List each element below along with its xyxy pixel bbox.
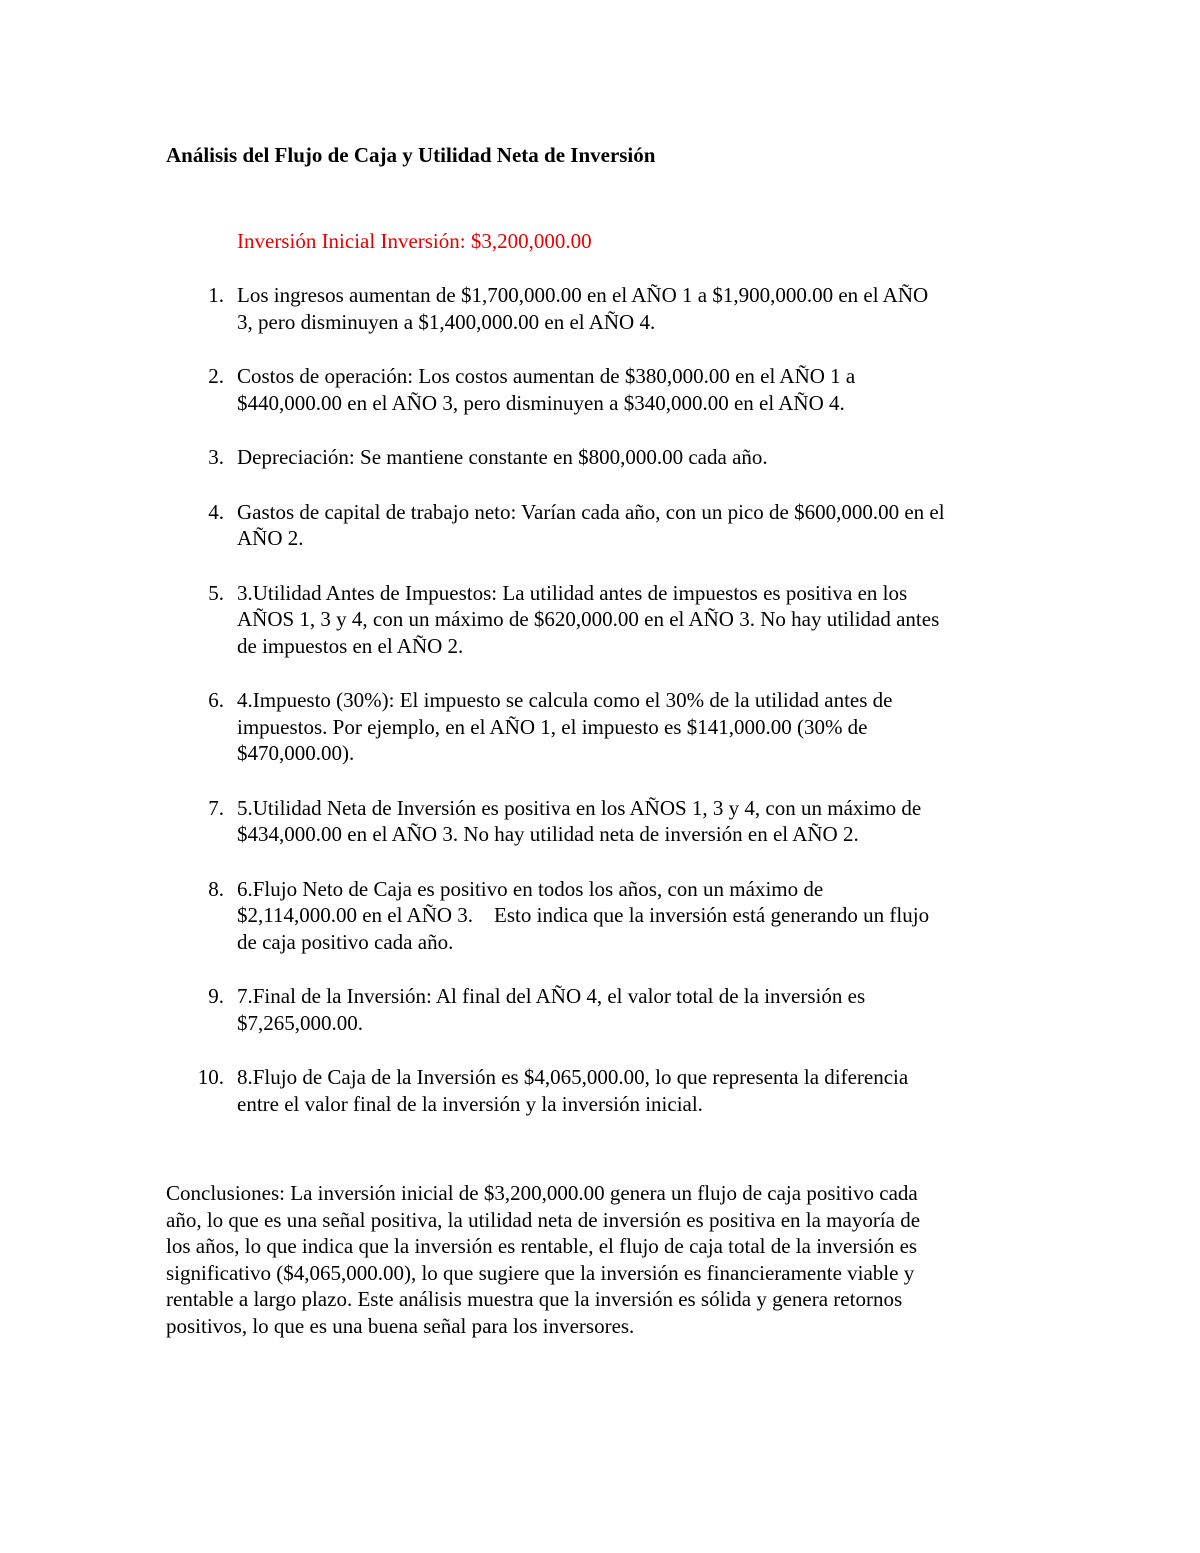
list-item-number: 1. [208, 283, 224, 307]
text-line: Los ingresos aumentan de $1,700,000.00 en el AÑO 1 a $1,900,000.00 en el AÑO [237, 283, 929, 307]
text-line: entre el valor final de la inversión y la inversión inicial. [237, 1091, 703, 1116]
list-item [0, 983, 1200, 1036]
text-line: 4.Impuesto (30%): El impuesto se calcula como el 30% de la utilidad antes de [237, 688, 893, 712]
text-line: $470,000.00). [237, 741, 355, 765]
text-line: 7.Final de la Inversión: Al final del AÑO 4, el valor total de la inversión es [237, 984, 866, 1008]
list-item-text [237, 499, 1037, 552]
list-item-text [237, 876, 1037, 956]
text-line: 8.Flujo de Caja de la Inversión es $4,065,000.00, lo que representa la diferencia [237, 1065, 909, 1089]
list-item-number: 3. [208, 445, 224, 469]
list-item-text [237, 687, 1037, 767]
text-line: AÑO 2. [237, 526, 304, 550]
text-line: Conclusiones: La inversión inicial de $3,200,000.00 genera un flujo de caja positivo cada [166, 1181, 918, 1205]
text-line: AÑOS 1, 3 y 4, con un máximo de $620,000.00 en el AÑO 3. No hay utilidad antes [237, 607, 940, 631]
text-line: impuestos. Por ejemplo, en el AÑO 1, el impuesto es $141,000.00 (30% de [237, 714, 868, 739]
analysis-list [0, 282, 1200, 1145]
text-line: $7,265,000.00. [237, 1010, 363, 1035]
text-line: Costos de operación: Los costos aumentan de $380,000.00 en el AÑO 1 a [237, 364, 856, 388]
text-line: $2,114,000.00 en el AÑO 3. Esto indica que la inversión está generando un flujo [237, 903, 930, 927]
conclusions-paragraph [166, 1180, 1046, 1339]
list-item-number: 10. [197, 1065, 224, 1089]
list-item [0, 444, 1200, 471]
list-item [0, 499, 1200, 552]
list-item [0, 687, 1200, 767]
list-item-number: 4. [208, 499, 224, 524]
list-item [0, 876, 1200, 956]
text-line: 3.Utilidad Antes de Impuestos: La utilidad antes de impuestos es positiva en los [237, 580, 908, 605]
list-item [0, 580, 1200, 660]
text-line: Depreciación: Se mantiene constante en $800,000.00 cada año. [237, 445, 768, 469]
text-line: significativo ($4,065,000.00), lo que sugiere que la inversión es financieramente viable y [166, 1260, 915, 1285]
list-item [0, 1064, 1200, 1117]
list-item-number: 6. [208, 688, 224, 712]
text-line: $434,000.00 en el AÑO 3. No hay utilidad neta de inversión en el AÑO 2. [237, 822, 859, 846]
list-item-text [237, 1064, 1037, 1117]
list-item-number: 7. [208, 795, 224, 820]
text-line: positivos, lo que es una buena señal para los inversores. [166, 1313, 635, 1338]
list-item-text [237, 983, 1037, 1036]
text-line: año, lo que es una señal positiva, la utilidad neta de inversión es positiva en la mayoría de [166, 1207, 921, 1232]
list-item [0, 282, 1200, 335]
list-item-text [237, 363, 1037, 416]
text-line: de impuestos en el AÑO 2. [237, 633, 464, 658]
text-line: rentable a largo plazo. Este análisis muestra que la inversión es sólida y genera retornos [166, 1287, 903, 1311]
list-item-text [237, 795, 1037, 848]
text-line: de caja positivo cada año. [237, 929, 454, 954]
list-item [0, 363, 1200, 416]
list-item-text [237, 580, 1037, 660]
list-item-number: 5. [208, 580, 224, 605]
text-line: 3, pero disminuyen a $1,400,000.00 en el AÑO 4. [237, 309, 656, 334]
list-item-number: 2. [208, 364, 224, 388]
text-line: los años, lo que indica que la inversión es rentable, el flujo de caja total de la inversión es [166, 1234, 918, 1258]
text-line: Gastos de capital de trabajo neto: Varían cada año, con un pico de $600,000.00 en el [237, 499, 945, 524]
list-item-number: 9. [208, 984, 224, 1008]
text-line: 5.Utilidad Neta de Inversión es positiva en los AÑOS 1, 3 y 4, con un máximo de [237, 795, 922, 820]
list-item-number: 8. [208, 876, 224, 901]
list-item-text [237, 282, 1037, 335]
document-title: Análisis del Flujo de Caja y Utilidad Neta de Inversión [166, 143, 656, 167]
list-item-text [237, 444, 1037, 471]
initial-investment-line: Inversión Inicial Inversión: $3,200,000.00 [237, 229, 592, 253]
text-line: 6.Flujo Neto de Caja es positivo en todos los años, con un máximo de [237, 876, 824, 901]
text-line: $440,000.00 en el AÑO 3, pero disminuyen a $340,000.00 en el AÑO 4. [237, 390, 845, 415]
list-item [0, 795, 1200, 848]
